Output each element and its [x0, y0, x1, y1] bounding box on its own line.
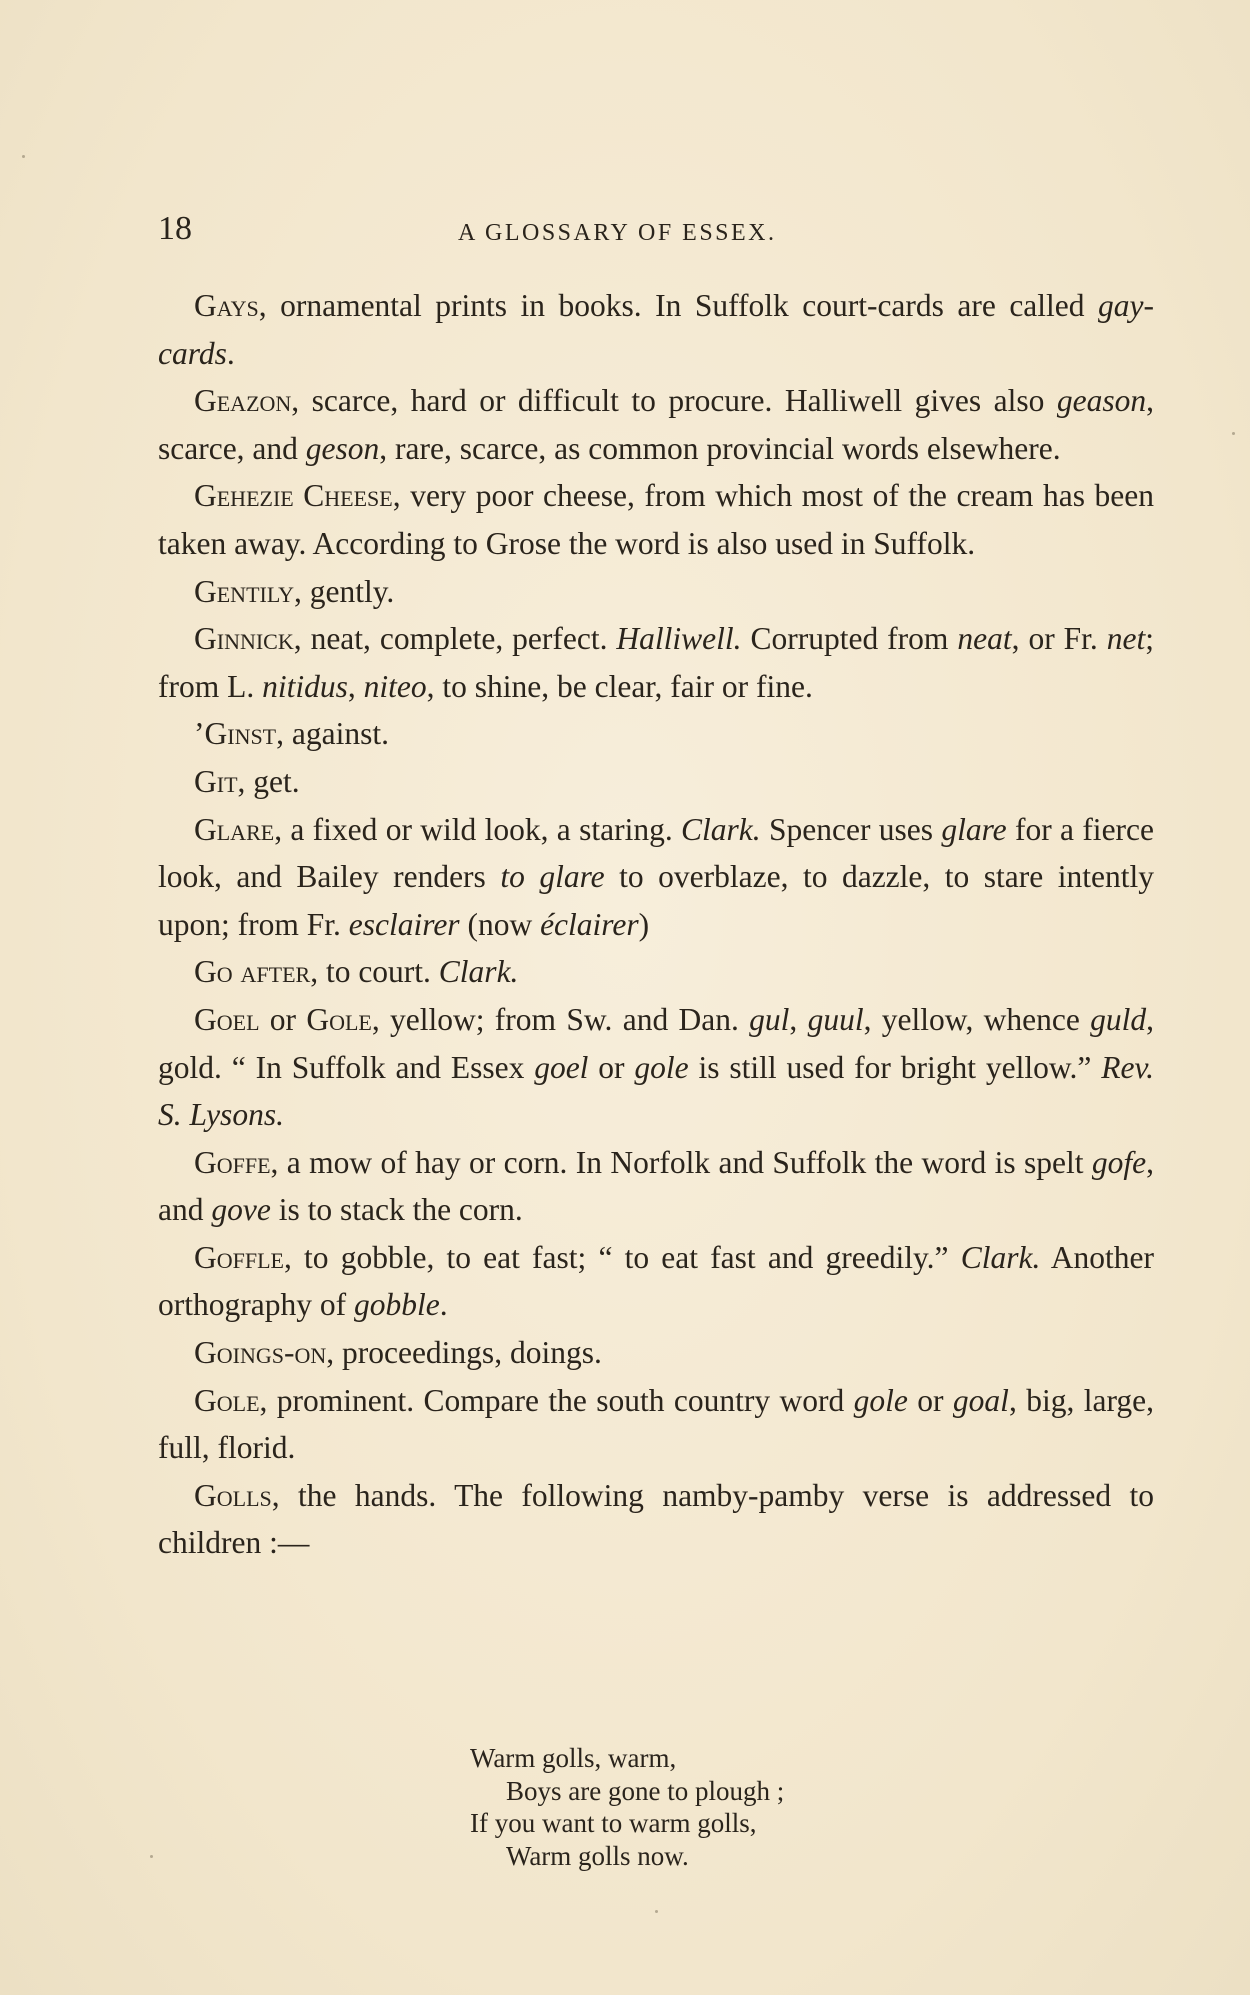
definition-text: , yellow; from Sw. and Dan.	[371, 1001, 750, 1037]
italic-term: glare	[941, 811, 1007, 847]
definition-text: is still used for bright yellow.”	[688, 1049, 1102, 1085]
paper-speck	[655, 1910, 658, 1913]
headword: Gehezie Cheese	[194, 478, 393, 514]
headword: Ginnick	[194, 621, 294, 657]
definition-text: , very poor cheese, from which most of the cream has been taken away. According to Grose the word is also used in Suffolk.	[158, 478, 1155, 561]
italic-term: geson	[305, 430, 380, 466]
verse-line: Warm golls, warm,	[470, 1743, 677, 1773]
definition-text: , a fixed or wild look, a staring.	[274, 811, 682, 847]
italic-term: gobble	[353, 1287, 440, 1323]
citation: Halliwell.	[616, 621, 742, 657]
italic-term: gay-cards	[158, 288, 1154, 371]
paper-speck	[22, 155, 25, 158]
verse-line: Boys are gone to plough ;	[506, 1775, 785, 1806]
italic-term: goel	[534, 1049, 589, 1085]
definition-text: is to stack the corn.	[270, 1192, 523, 1228]
definition-text: , and	[158, 1144, 1154, 1228]
headword: Git	[194, 763, 238, 799]
headword: Gentily	[194, 573, 294, 609]
definition-text: , to court.	[310, 954, 439, 990]
definition-text: , against.	[276, 716, 389, 752]
entry-git	[158, 758, 1154, 806]
headword: Golls	[194, 1477, 272, 1513]
entry-go-after	[158, 948, 1154, 996]
definition-text: , prominent. Compare the south country word	[259, 1382, 854, 1418]
definition-text: , get.	[237, 763, 300, 799]
entry-gentily	[158, 568, 1154, 616]
definition-text: ,	[789, 1001, 808, 1037]
entry-ginst	[158, 710, 1154, 758]
entry-goffe	[158, 1139, 1154, 1234]
definition-text: , or Fr.	[1011, 621, 1107, 657]
italic-term: gul	[749, 1001, 790, 1037]
definition-text: ,	[347, 668, 364, 704]
running-title: A GLOSSARY OF ESSEX.	[458, 220, 777, 246]
entry-glare	[158, 806, 1154, 949]
verse	[470, 1742, 784, 1872]
italic-term: gole	[634, 1049, 689, 1085]
citation: Clark.	[681, 811, 761, 847]
citation: Rev. S. Lysons.	[158, 1049, 1154, 1133]
citation: Clark.	[960, 1239, 1041, 1275]
entry-goings-on	[158, 1329, 1154, 1377]
headword: Goel	[194, 1001, 260, 1037]
definition-text: Corrupted from	[741, 621, 958, 657]
glossary-entries	[158, 282, 1154, 1567]
definition-text: .	[439, 1287, 448, 1323]
italic-term: esclairer	[348, 906, 460, 942]
italic-term: guld	[1090, 1001, 1147, 1037]
headword: Glare	[194, 811, 275, 847]
page-number: 18	[158, 210, 192, 247]
italic-term: neat	[957, 621, 1012, 657]
italic-term: éclairer	[540, 906, 639, 942]
headword: Gole	[194, 1382, 260, 1418]
definition-text: Another orthography of	[158, 1239, 1155, 1323]
italic-term: nitidus	[262, 668, 348, 704]
definition-text: , a mow of hay or corn. In Norfolk and Suffolk the word is spelt	[270, 1144, 1092, 1180]
entry-gole	[158, 1377, 1154, 1472]
definition-text: , rare, scarce, as common provincial words elsewhere.	[379, 430, 1061, 466]
definition-text: , scarce, hard or difficult to procure. Halliwell gives also	[291, 383, 1057, 419]
definition-text: , to gobble, to eat fast; “ to eat fast and greedily.”	[283, 1239, 961, 1275]
definition-text: ; from L.	[158, 621, 1154, 704]
italic-term: niteo	[363, 668, 427, 704]
entry-ginnick	[158, 615, 1154, 710]
headword: Goffle	[194, 1239, 284, 1275]
italic-term: gofe	[1091, 1144, 1147, 1180]
entry-goffle	[158, 1234, 1154, 1329]
entry-goel	[158, 996, 1154, 1139]
headword: ’Ginst	[194, 716, 277, 752]
definition-text: , the hands. The following namby-pamby verse is addressed to children :—	[158, 1477, 1154, 1561]
paper-speck	[1232, 432, 1235, 435]
entry-geazon	[158, 377, 1154, 472]
verse-line: Warm golls now.	[506, 1840, 689, 1871]
definition-text: or	[907, 1382, 953, 1418]
paper-speck	[150, 1855, 153, 1858]
definition-text: (now	[459, 906, 541, 942]
definition-text: .	[226, 335, 235, 371]
entry-gehezie-cheese	[158, 472, 1154, 567]
entry-golls	[158, 1472, 1154, 1567]
definition-text: )	[638, 906, 650, 942]
citation: Clark.	[438, 954, 519, 990]
italic-term: net	[1106, 621, 1146, 657]
definition-text: , yellow, whence	[863, 1001, 1091, 1037]
definition-text: or	[588, 1049, 635, 1085]
definition-text: , to shine, be clear, fair or fine.	[426, 668, 813, 704]
page-header	[158, 210, 854, 260]
italic-term: to glare	[500, 859, 605, 895]
definition-text: , neat, complete, perfect.	[293, 621, 617, 657]
definition-text: , gold. “ In Suffolk and Essex	[158, 1001, 1154, 1085]
headword: Gays	[194, 288, 259, 323]
definition-text: , ornamental prints in books. In Suffolk court-cards are called	[258, 288, 1099, 323]
definition-text: for a fierce look, and Bailey renders	[158, 811, 1154, 895]
definition-text: , big, large, full, florid.	[158, 1382, 1154, 1466]
verse-line: If you want to warm golls,	[470, 1808, 757, 1838]
definition-text: , gently.	[293, 573, 395, 609]
definition-text: to overblaze, to dazzle, to stare intently upon; from Fr.	[158, 859, 1154, 942]
headword: Go after	[194, 954, 311, 990]
italic-term: gove	[211, 1192, 271, 1228]
definition-text: or	[259, 1001, 307, 1037]
definition-text: , proceedings, doings.	[326, 1335, 602, 1371]
entry-gays	[158, 282, 1154, 377]
headword: Geazon	[194, 383, 292, 419]
italic-term: guul	[807, 1001, 864, 1037]
headword: Goffe	[194, 1144, 271, 1180]
italic-term: goal	[952, 1382, 1009, 1418]
headword: Goings-on	[194, 1335, 327, 1371]
italic-term: geason	[1056, 383, 1147, 419]
definition-text: Spencer uses	[760, 811, 942, 847]
headword-variant: Gole	[306, 1001, 372, 1037]
italic-term: gole	[853, 1382, 908, 1418]
definition-text: , scarce, and	[158, 383, 1154, 466]
